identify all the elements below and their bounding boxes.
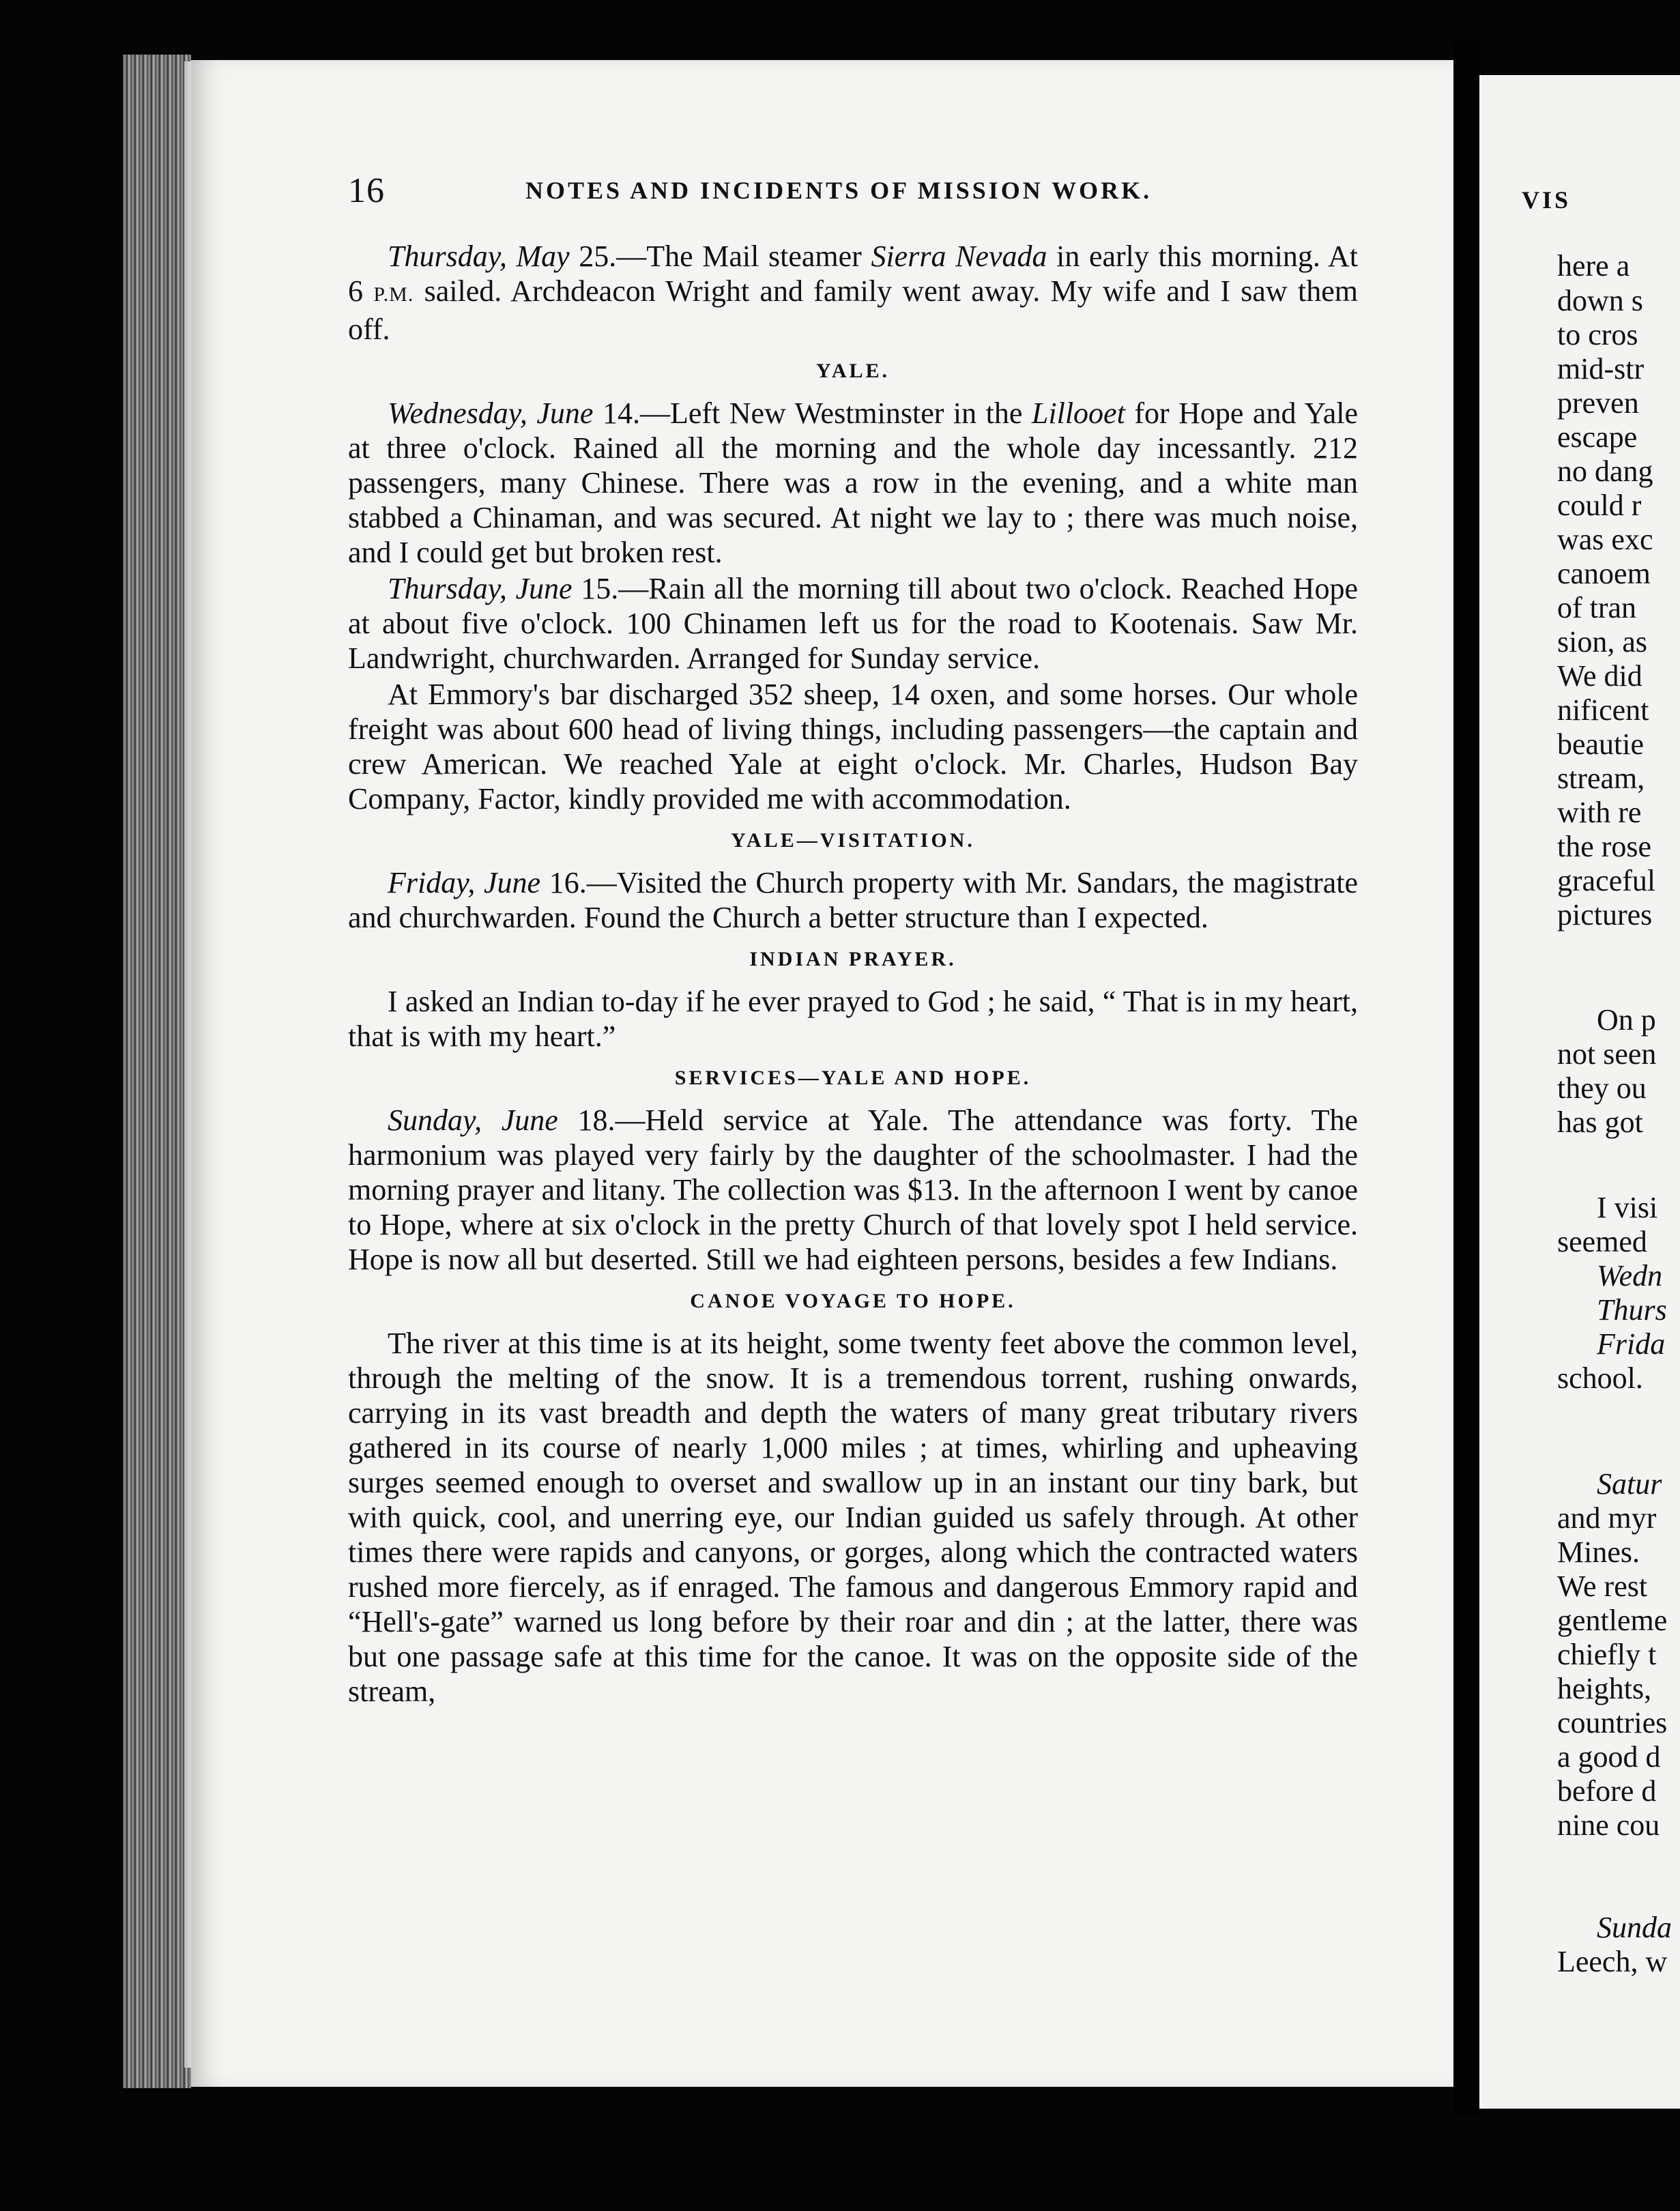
right-page-line: gentleme: [1557, 1604, 1668, 1637]
right-page-line: here a: [1557, 249, 1630, 283]
paragraph-emmorys-bar: At Emmory's bar discharged 352 sheep, 14 oxen, and some horses. Our whole freight was about 600 head of living things, including passengers—the captain and crew American. We reached Yale at eight o'clock. Mr. Charles, Hudson Bay Company, Factor, kindly provided me with accommodation.: [348, 678, 1358, 815]
right-page-line: Satur: [1597, 1467, 1662, 1501]
right-page-line: Sunda: [1597, 1911, 1672, 1944]
right-page-line: school.: [1557, 1361, 1643, 1395]
right-page-line: canoem: [1557, 557, 1651, 590]
right-page-line: I visi: [1597, 1191, 1658, 1224]
page-number: 16: [348, 171, 385, 210]
right-page-line: a good d: [1557, 1740, 1661, 1774]
paragraph-indian-prayer: I asked an Indian to-day if he ever prayed to God ; he said, “ That is in my heart, that is with my heart.”: [348, 985, 1358, 1053]
book-spine: [123, 55, 191, 2088]
paragraph-canoe-voyage: The river at this time is at its height, some twenty feet above the common level, through the melting of the snow. It is a tremendous torrent, rushing onwards, carrying in its vast breadth and depth the waters of many great tributary rivers gathered in its course of nearly 1,000 miles ; at times, whirling and upheaving surges seemed enough to overset and swallow up in an instant our tiny bark, but with quick, cool, and unerring eye, our Indian guided us safely through. At other times there were rapids and canyons, or gorges, along which the contracted waters rushed more fiercely, as if enraged. The famous and dangerous Emmory rapid and “Hell's-gate” warned us long before by their roar and din ; at the latter, there was but one passage safe at this time for the canoe. It was on the opposite side of the stream,: [348, 1327, 1358, 1708]
entry-text: 15.—Rain all the morning till about two o'clock. Reached Hope at about five o'clock. 100 Chinamen left us for the road to Kootenais. Saw Mr. Landwright, churchwarden. Arranged for Sunday service.: [348, 572, 1358, 675]
right-page-line: not seen: [1557, 1037, 1657, 1071]
right-page-line: nificent: [1557, 693, 1649, 727]
entry-june-16: [348, 865, 1358, 935]
right-page-line: On p: [1597, 1003, 1656, 1037]
right-page-line: beautie: [1557, 727, 1645, 761]
entry-june-15: [348, 571, 1358, 676]
right-page-line: pictures: [1557, 898, 1653, 931]
section-heading-services: SERVICES—YALE AND HOPE.: [674, 1067, 1032, 1089]
entry-text: sailed. Archdeacon Wright and family went away. My wife and I saw them off.: [348, 274, 1358, 346]
entry-date: Sunday, June: [388, 1103, 558, 1137]
right-page-running-head: VIS: [1522, 186, 1572, 214]
right-page-line: to cros: [1557, 318, 1638, 351]
right-page-line: stream,: [1557, 762, 1645, 795]
right-page-line: countries: [1557, 1706, 1668, 1739]
right-page-line: Mines.: [1557, 1535, 1640, 1569]
entry-june-18: [348, 1103, 1358, 1277]
section-heading-yale: YALE.: [815, 360, 890, 382]
right-page-line: they ou: [1557, 1071, 1647, 1105]
right-page-line: mid-str: [1557, 352, 1645, 386]
ship-name: Sierra Nevada: [871, 240, 1047, 273]
right-page-line: of tran: [1557, 591, 1637, 624]
entry-may-25: [348, 239, 1358, 347]
section-heading-indian-prayer: INDIAN PRAYER.: [749, 948, 957, 970]
right-page-line: sion, as: [1557, 625, 1647, 659]
entry-text: for Hope and Yale at three o'clock. Rained all the morning and the whole day incessantly. 212 passengers, many Chinese. There was a row in the evening, and a white man stabbed a Chinaman, and was secured. At night we lay to ; there was much noise, and I could get but broken rest.: [348, 396, 1358, 569]
entry-text: 14.—Left New Westminster in the: [593, 396, 1032, 430]
right-page-line: Leech, w: [1557, 1945, 1668, 1978]
entry-june-14: [348, 396, 1358, 570]
entry-date: Thursday, May: [388, 240, 570, 273]
right-page-line: nine cou: [1557, 1808, 1660, 1842]
right-page-line: seemed: [1557, 1225, 1647, 1258]
right-page-line: chiefly t: [1557, 1638, 1657, 1671]
entry-date: Wednesday, June: [388, 396, 594, 430]
ship-name: Lillooet: [1031, 396, 1125, 430]
entry-date: Thursday, June: [388, 572, 573, 605]
right-page-line: the rose: [1557, 830, 1652, 863]
right-page-line: no dang: [1557, 454, 1653, 488]
entry-text: in early this morning. At 6: [348, 240, 1359, 308]
book-gutter: [1453, 41, 1479, 2115]
running-head: [348, 171, 1358, 212]
time-abbrev: P.M.: [373, 283, 414, 306]
right-page-line: with re: [1557, 796, 1642, 829]
entry-text: 25.—The Mail steamer: [569, 240, 871, 273]
right-page-line: Wedn: [1597, 1259, 1663, 1292]
right-page-line: We rest: [1557, 1570, 1648, 1603]
right-page-line: Thurs: [1597, 1293, 1667, 1327]
right-page-line: was exc: [1557, 523, 1653, 556]
right-page-line: has got: [1557, 1106, 1643, 1139]
right-page-line: preven: [1557, 386, 1639, 420]
section-heading-canoe-voyage: CANOE VOYAGE TO HOPE.: [690, 1290, 1016, 1312]
entry-date: Friday, June: [388, 866, 541, 899]
right-page-line: down s: [1557, 284, 1643, 317]
right-page-line: We did: [1557, 659, 1642, 693]
right-page-line: graceful: [1557, 864, 1656, 897]
right-page-line: and myr: [1557, 1501, 1657, 1535]
entry-text: 16.—Visited the Church property with Mr. Sandars, the magistrate and churchwarden. Found the Church a better structure than I expected.: [348, 866, 1358, 934]
running-title: NOTES AND INCIDENTS OF MISSION WORK.: [525, 177, 1153, 204]
right-page-line: heights,: [1557, 1672, 1652, 1705]
right-page-line: could r: [1557, 489, 1642, 522]
right-page-line: escape: [1557, 420, 1638, 454]
entry-text: 18.—Held service at Yale. The attendance was forty. The harmonium was played very fairly by the daughter of the schoolmaster. I had the morning prayer and litany. The collection was $13. In the afternoon I went by canoe to Hope, where at six o'clock in the pretty Church of that lovely spot I held service. Hope is now all but deserted. Still we had eighteen persons, besides a few Indians.: [348, 1103, 1358, 1276]
page-text: [348, 239, 1358, 1709]
right-page-line: before d: [1557, 1774, 1657, 1808]
section-heading-visitation: YALE—VISITATION.: [731, 829, 975, 852]
right-page-line: Frida: [1597, 1327, 1666, 1361]
